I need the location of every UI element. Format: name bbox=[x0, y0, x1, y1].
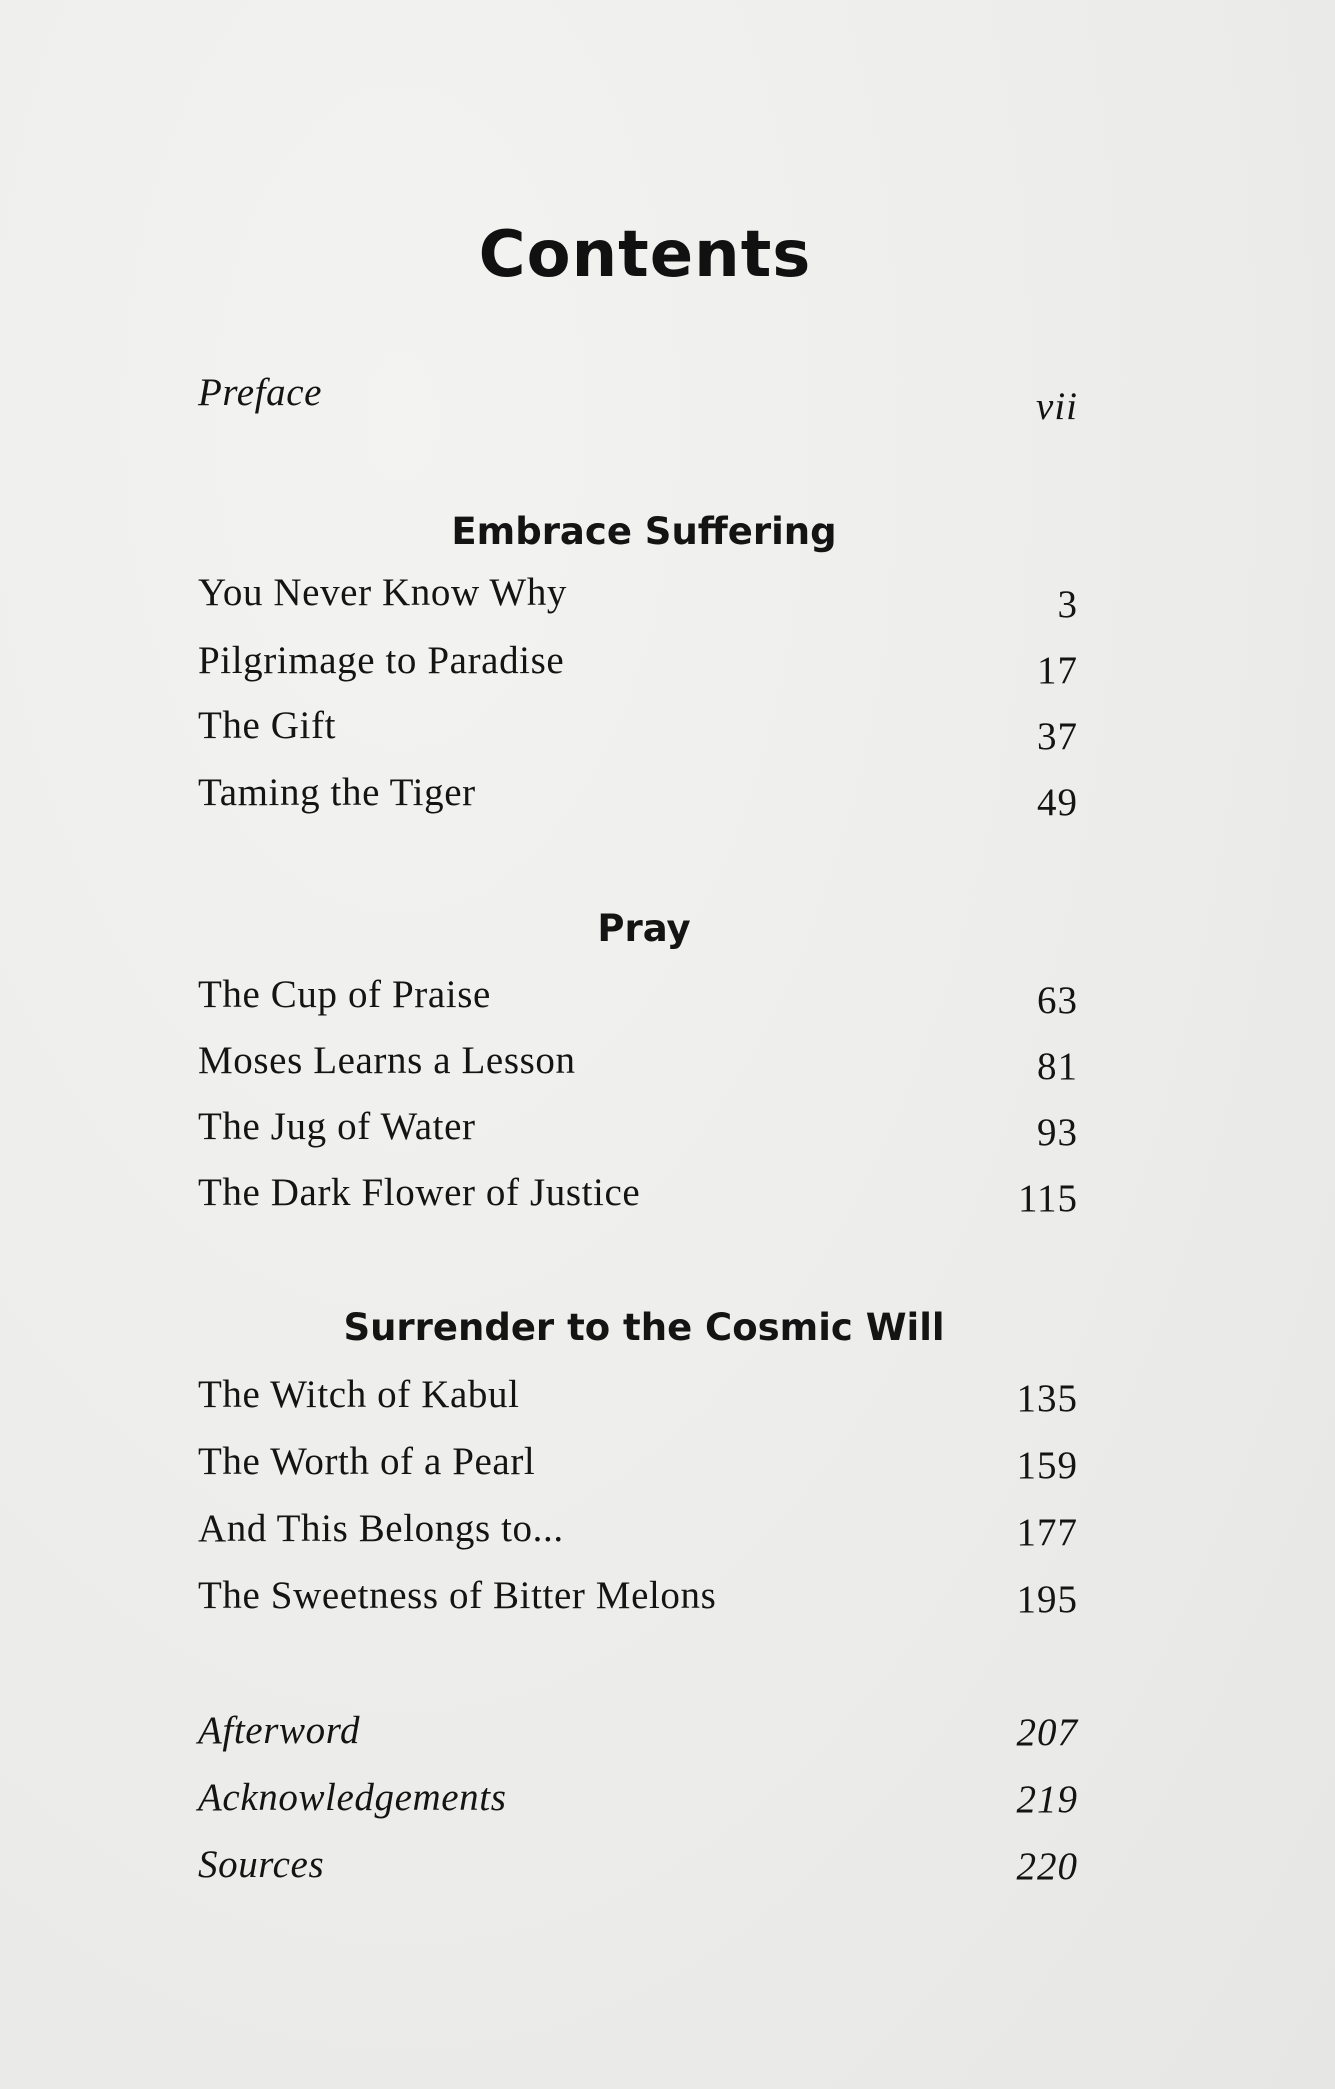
toc-entry-title: The Dark Flower of Justice bbox=[198, 1171, 641, 1214]
toc-entry-page: 81 bbox=[1037, 1045, 1078, 1088]
toc-entry-page: 220 bbox=[1016, 1845, 1078, 1888]
toc-entry-page: 37 bbox=[1037, 715, 1078, 758]
toc-entry-page: 219 bbox=[1016, 1778, 1078, 1821]
toc-entry-title: Taming the Tiger bbox=[198, 771, 476, 814]
toc-entry-title: Preface bbox=[198, 371, 323, 414]
toc-entry-page: 63 bbox=[1037, 979, 1078, 1022]
page-title: Contents bbox=[478, 218, 812, 292]
toc-entry-title: Sources bbox=[198, 1843, 325, 1886]
toc-entry-title: The Witch of Kabul bbox=[198, 1373, 520, 1416]
toc-entry-page: 159 bbox=[1016, 1444, 1078, 1487]
toc-entry-page: 3 bbox=[1057, 583, 1078, 626]
toc-entry-page: 49 bbox=[1037, 781, 1078, 824]
toc-entry-page: 177 bbox=[1016, 1511, 1078, 1554]
toc-entry-page: vii bbox=[1036, 385, 1078, 428]
toc-entry-title: The Gift bbox=[198, 704, 337, 747]
toc-entry-title: The Cup of Praise bbox=[198, 973, 491, 1016]
section-heading: Pray bbox=[597, 907, 691, 950]
section-heading: Surrender to the Cosmic Will bbox=[343, 1306, 945, 1349]
toc-entry-title: The Worth of a Pearl bbox=[198, 1440, 536, 1483]
toc-entry-page: 207 bbox=[1016, 1711, 1078, 1754]
toc-entry-page: 115 bbox=[1017, 1177, 1078, 1220]
toc-entry-title: You Never Know Why bbox=[198, 571, 568, 614]
toc-entry-title: Moses Learns a Lesson bbox=[198, 1039, 576, 1082]
toc-entry-title: Pilgrimage to Paradise bbox=[198, 639, 565, 682]
toc-entry-page: 17 bbox=[1037, 649, 1078, 692]
toc-entry-title: Acknowledgements bbox=[198, 1776, 507, 1819]
toc-entry-title: The Jug of Water bbox=[198, 1105, 476, 1148]
toc-entry-page: 195 bbox=[1016, 1578, 1078, 1621]
toc-entry-page: 135 bbox=[1016, 1377, 1078, 1420]
section-heading: Embrace Suffering bbox=[451, 510, 837, 553]
toc-entry-title: And This Belongs to... bbox=[198, 1507, 564, 1550]
toc-entry-title: The Sweetness of Bitter Melons bbox=[198, 1574, 717, 1617]
toc-entry-title: Afterword bbox=[198, 1709, 361, 1752]
toc-entry-page: 93 bbox=[1037, 1111, 1078, 1154]
